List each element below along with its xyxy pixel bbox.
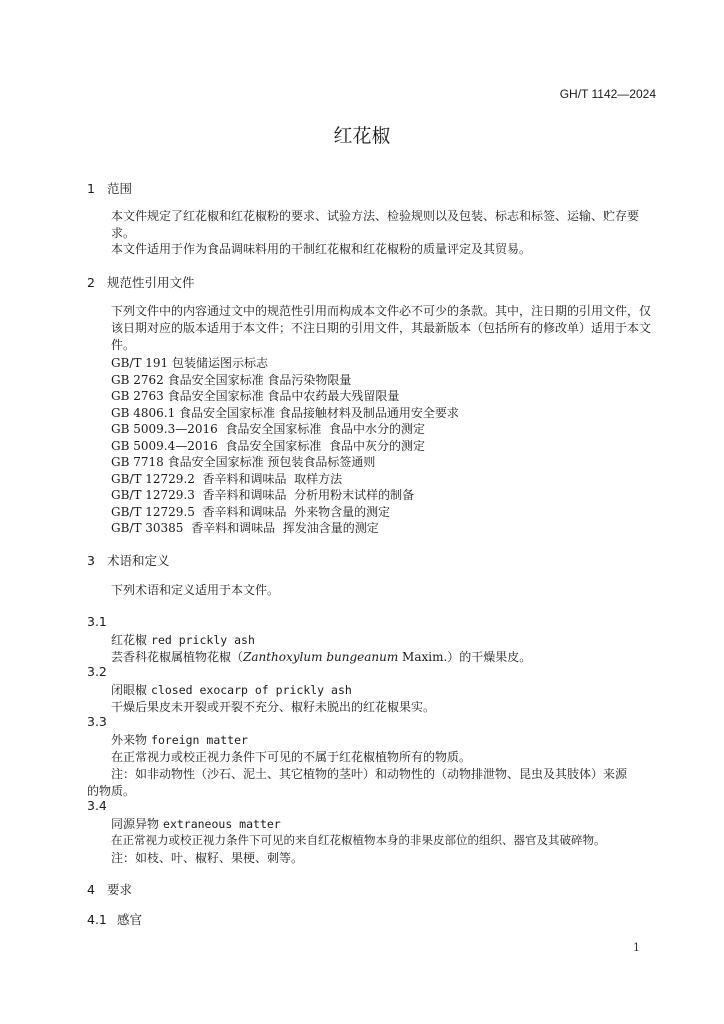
reference-item: GB/T 12729.5 香辛料和调味品 外来物含量的测定	[111, 505, 391, 519]
term-definition: 在正常视力或校正视力条件下可见的来自红花椒植物本身的非果皮部位的组织、器官及其破碎物。	[111, 833, 606, 847]
clause-number: 3.4	[87, 798, 107, 813]
term-definition: 干燥后果皮未开裂或开裂不充分、椒籽未脱出的红花椒果实。	[111, 700, 436, 714]
term-definition: 芸香科花椒属植物花椒（Zanthoxylum bungeanum Maxim.）的干燥果皮。	[111, 650, 532, 664]
reference-item: GB 2762 食品安全国家标准 食品污染物限量	[111, 373, 352, 387]
term-entry: 外来物 foreign matter	[111, 733, 248, 747]
clause-number: 3.2	[87, 664, 107, 679]
document-title: 红花椒	[333, 125, 391, 147]
references-intro: 下列文件中的内容通过文中的规范性引用而构成本文件必不可少的条款。其中，注日期的引用文件，仅该日期对应的版本适用于本文件；不注日期的引用文件，其最新版本（包括所有的修改单）适用于本文件。	[111, 304, 652, 352]
section-heading-normative-references: 2 规范性引用文件	[87, 275, 195, 290]
subsection-heading-sensory: 4.1 感官	[87, 912, 143, 927]
reference-item: GB/T 12729.3 香辛料和调味品 分析用粉末试样的制备	[111, 488, 415, 502]
document-number: GH/T 1142—2024	[559, 87, 656, 101]
term-entry: 红花椒 red prickly ash	[111, 633, 255, 647]
reference-item: GB 7718 食品安全国家标准 预包装食品标签通则	[111, 455, 376, 469]
reference-item: GB/T 30385 香辛料和调味品 挥发油含量的测定	[111, 521, 379, 535]
term-note: 注：如枝、叶、椒籽、果梗、刺等。	[111, 851, 304, 865]
section-heading-requirements: 4 要求	[87, 882, 133, 897]
section-heading-scope: 1 范围	[87, 181, 133, 196]
terms-intro: 下列术语和定义适用于本文件。	[111, 583, 280, 597]
reference-item: GB 2763 食品安全国家标准 食品中农药最大残留限量	[111, 389, 400, 403]
scope-paragraph-1: 本文件规定了红花椒和红花椒粉的要求、试验方法、检验规则以及包装、标志和标签、运输、贮存要求。	[111, 209, 640, 240]
reference-item: GB 4806.1 食品安全国家标准 食品接触材料及制品通用安全要求	[111, 406, 459, 420]
reference-item: GB/T 12729.2 香辛料和调味品 取样方法	[111, 472, 343, 486]
term-note: 注：如非动物性（沙石、泥土、其它植物的茎叶）和动物性的（动物排泄物、昆虫及其肢体）来源	[111, 767, 628, 781]
scope-paragraph-2: 本文件适用于作为食品调味料用的干制红花椒和红花椒粉的质量评定及其贸易。	[111, 242, 532, 256]
reference-item: GB 5009.4—2016 食品安全国家标准 食品中灰分的测定	[111, 439, 426, 453]
term-definition: 在正常视力或校正视力条件下可见的不属于红花椒植物所有的物质。	[111, 750, 472, 764]
term-entry: 同源异物 extraneous matter	[111, 817, 281, 831]
reference-item: GB/T 191 包装储运图示标志	[111, 356, 268, 370]
page-number: 1	[633, 941, 640, 954]
term-note-continuation: 的物质。	[87, 784, 136, 798]
reference-item: GB 5009.3—2016 食品安全国家标准 食品中水分的测定	[111, 422, 426, 436]
term-entry: 闭眼椒 closed exocarp of prickly ash	[111, 683, 352, 697]
clause-number: 3.1	[87, 614, 107, 629]
clause-number: 3.3	[87, 714, 107, 729]
section-heading-terms: 3 术语和定义	[87, 553, 170, 568]
